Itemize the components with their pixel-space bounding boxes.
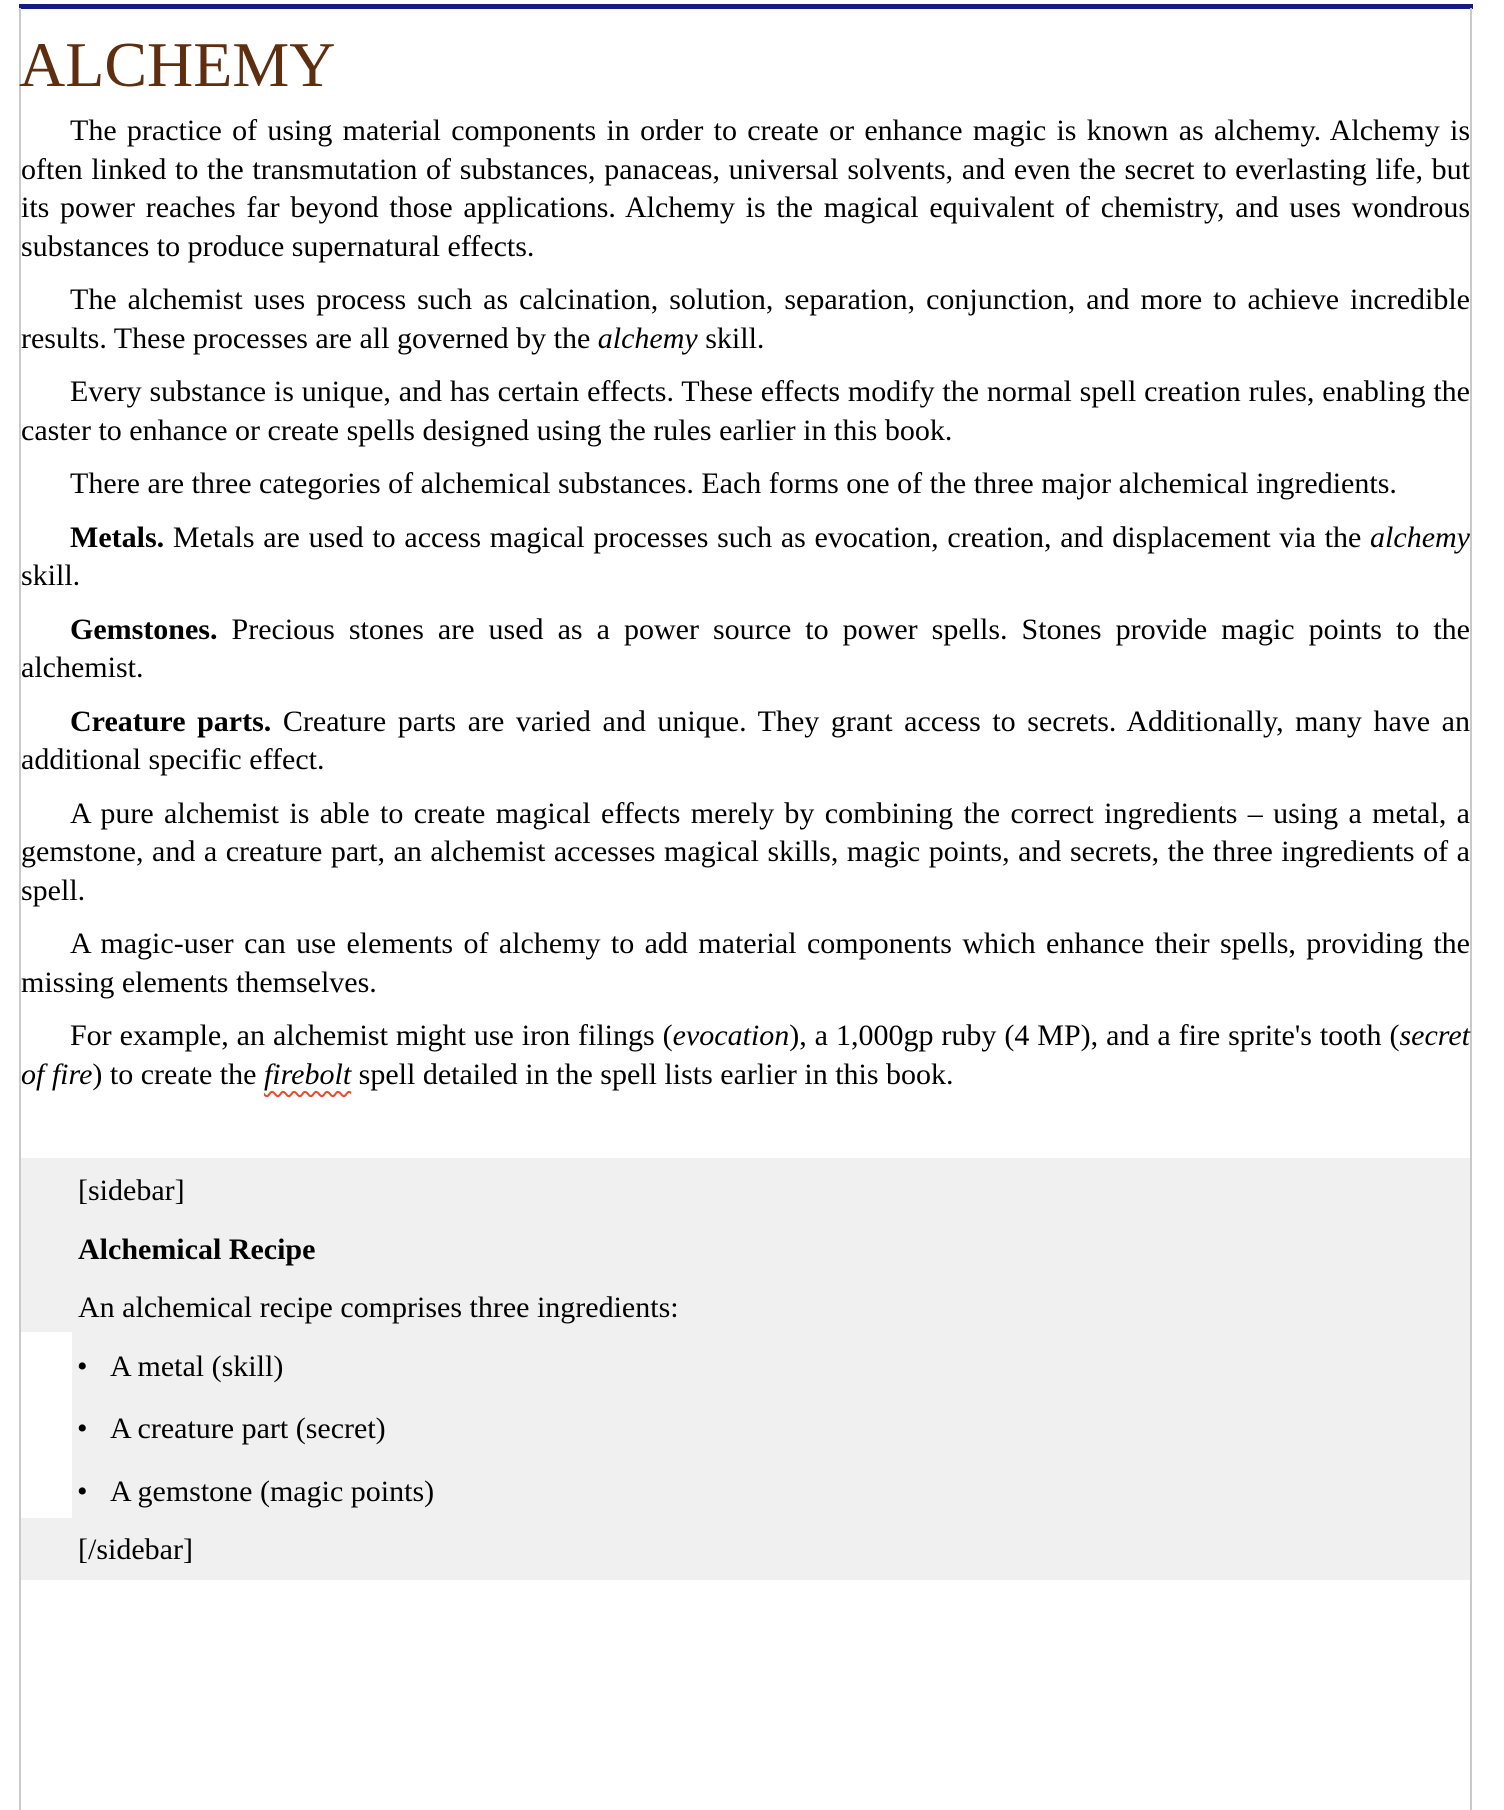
paragraph-2: The alchemist uses process such as calcination, solution, separation, conjunction, and more to achieve incredible results. These processes are all governed by the alchemy skill. xyxy=(21,283,1470,355)
sidebar-close-tag: [/sidebar] xyxy=(78,1533,193,1567)
paragraph-4: There are three categories of alchemical substances. Each forms one of the three major alchemical ingredients. xyxy=(70,467,1397,501)
sidebar-heading: Alchemical Recipe xyxy=(78,1232,316,1266)
bullet-icon: • xyxy=(77,1349,88,1383)
list-item xyxy=(21,1410,1470,1449)
paragraph-1: The practice of using material components in order to create or enhance magic is known as alchemy. Alchemy is often linked to the transmutation of substances, panaceas, universal solvents, and even the secret to everlasting life, but its power reaches far beyond those applications. Alchemy is the magical equivalent of chemistry, and uses wondrous substances to produce supernatural effects. xyxy=(21,114,1470,263)
paragraph-example: For example, an alchemist might use iron filings (evocation), a 1,000gp ruby (4 MP), and a fire sprite's tooth (secret of fire) to create the firebolt spell detailed in the spell lists earlier in this book. xyxy=(21,1019,1470,1091)
page-title: ALCHEMY xyxy=(19,29,336,100)
list-item xyxy=(21,1473,1470,1512)
document-content[interactable] xyxy=(21,9,1470,1580)
sidebar-block xyxy=(21,1158,1470,1580)
paragraph-creature-parts: Creature parts. Creature parts are varied and unique. They grant access to secrets. Additionally, many have an additional specific effect. xyxy=(21,704,1470,777)
list-item-label: A metal (skill) xyxy=(110,1349,284,1383)
list-item-label: A creature part (secret) xyxy=(110,1412,386,1446)
sidebar-bullet-list xyxy=(21,1348,1470,1512)
sidebar-open-tag: [sidebar] xyxy=(78,1174,185,1208)
bullet-icon: • xyxy=(77,1474,88,1508)
page-right-border xyxy=(1470,8,1472,1810)
paragraph-9: A magic-user can use elements of alchemy to add material components which enhance their spells, providing the missing elements themselves. xyxy=(21,927,1470,999)
paragraph-gemstones: Gemstones. Precious stones are used as a power source to power spells. Stones provide magic points to the alchemist. xyxy=(21,612,1470,685)
paragraph-8: A pure alchemist is able to create magical effects merely by combining the correct ingredients – using a metal, a gemstone, and a creature part, an alchemist accesses magical skills, magic points, and secrets, the three ingredients of a spell. xyxy=(21,796,1470,907)
paragraph-metals: Metals. Metals are used to access magical processes such as evocation, creation, and displacement via the alchemy skill. xyxy=(21,520,1470,593)
sidebar-intro: An alchemical recipe comprises three ingredients: xyxy=(78,1291,679,1325)
bullet-icon: • xyxy=(77,1412,88,1446)
list-item-label: A gemstone (magic points) xyxy=(110,1474,435,1508)
list-item xyxy=(21,1348,1470,1387)
paragraph-3: Every substance is unique, and has certain effects. These effects modify the normal spell creation rules, enabling the caster to enhance or create spells designed using the rules earlier in this book. xyxy=(21,375,1470,447)
